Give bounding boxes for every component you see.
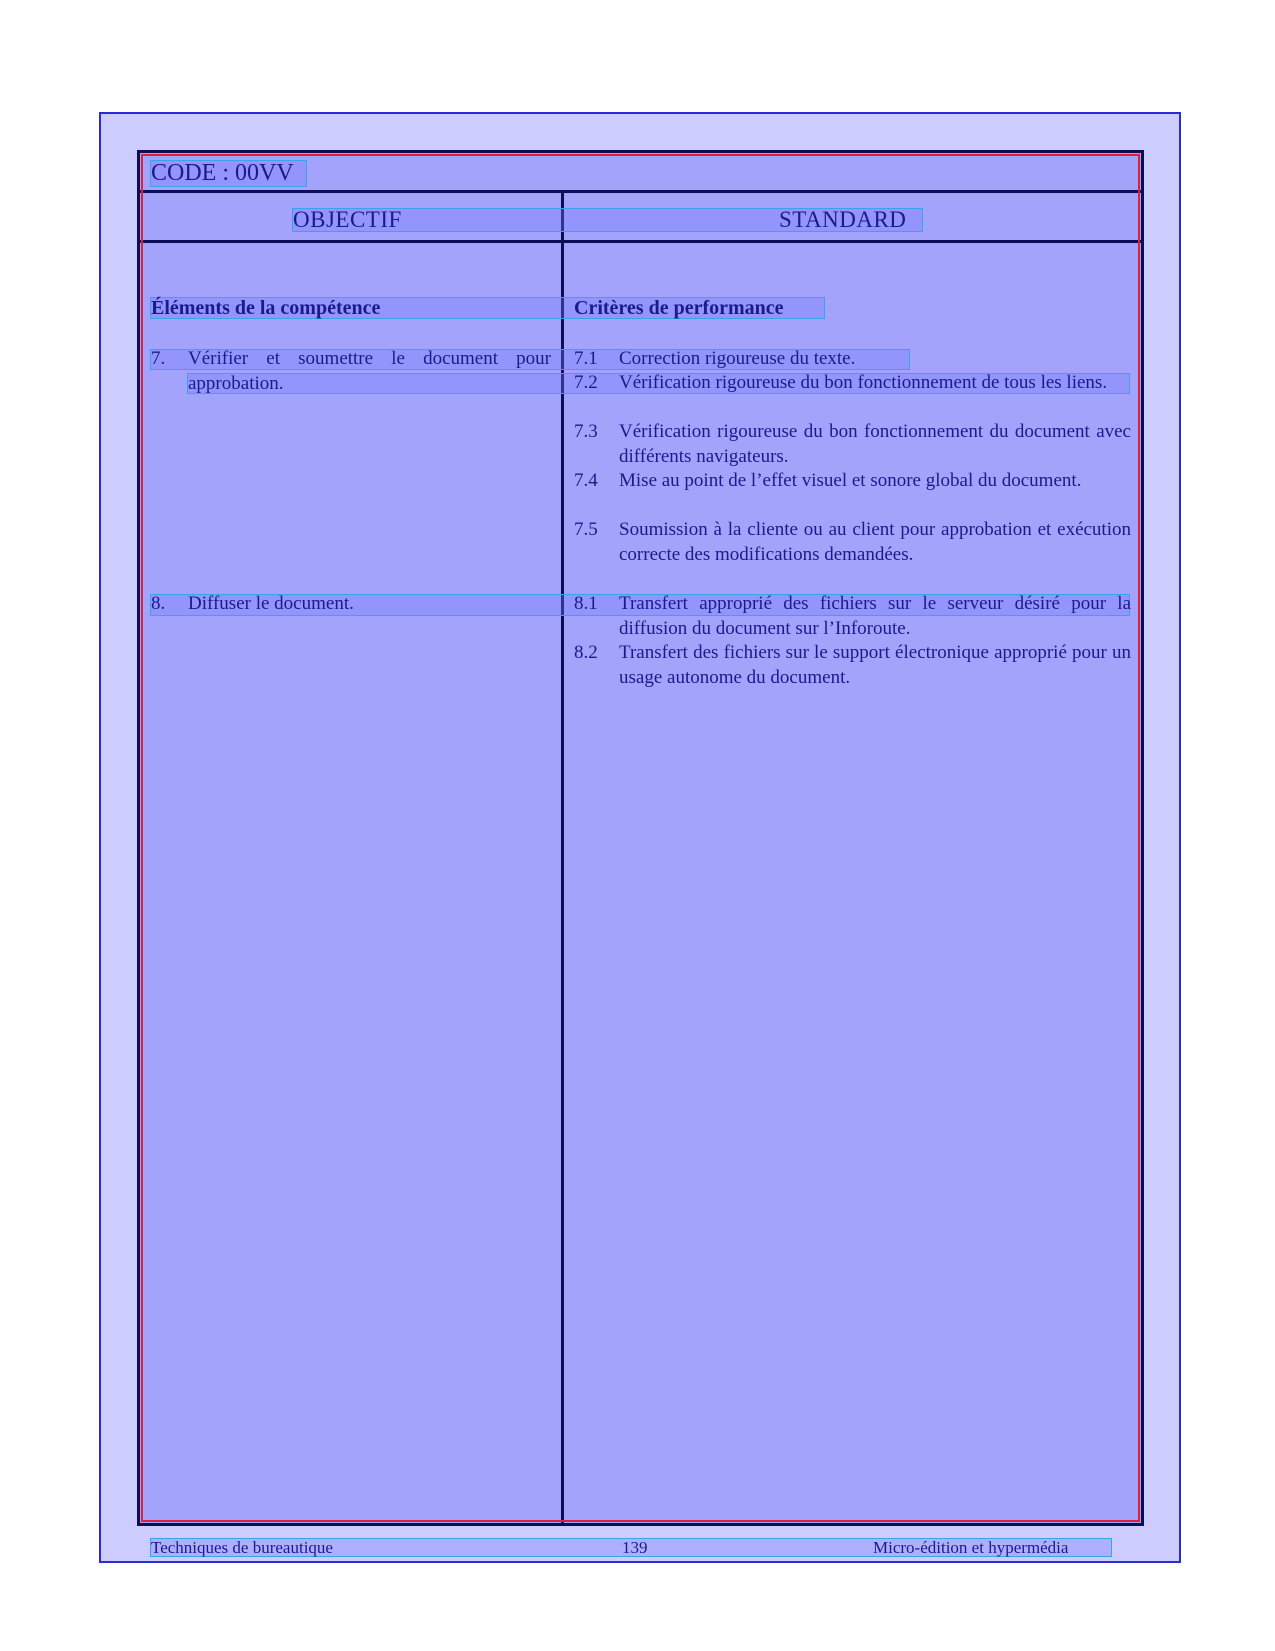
criterion-text: Mise au point de l’effet visuel et sonore global du document. <box>619 470 1082 491</box>
footer-right: Micro-édition et hypermédia <box>873 1538 1069 1557</box>
code-divider <box>137 190 1144 193</box>
criterion-text: Soumission à la cliente ou au client pour approbation et exécution correcte des modifications demandées. <box>619 519 1131 565</box>
criterion-text: Vérification rigoureuse du bon fonctionnement du document avec différents navigateurs. <box>619 421 1131 467</box>
criterion-number: 7.2 <box>574 372 598 393</box>
element-text: Diffuser le document. <box>188 593 354 614</box>
criteria-heading: Critères de performance <box>574 297 784 319</box>
criterion-text: Transfert des fichiers sur le support électronique approprié pour un usage autonome du document. <box>619 642 1131 688</box>
header-divider <box>137 240 1144 243</box>
criterion-text: Transfert approprié des fichiers sur le serveur désiré pour la diffusion du document sur l’Inforoute. <box>619 593 1131 639</box>
criterion-number: 7.5 <box>574 519 598 540</box>
criterion-number: 7.4 <box>574 470 598 491</box>
criterion-number: 7.3 <box>574 421 598 442</box>
criterion-text: Vérification rigoureuse du bon fonctionnement de tous les liens. <box>619 372 1108 393</box>
header-standard: STANDARD <box>779 207 907 232</box>
footer-left: Techniques de bureautique <box>151 1538 333 1557</box>
elements-heading: Éléments de la compétence <box>151 297 381 319</box>
element-text: Vérifier et soumettre le document pour approbation. <box>188 348 551 394</box>
criterion-number: 7.1 <box>574 348 598 369</box>
code-label: CODE : 00VV <box>151 160 294 186</box>
criterion-text: Correction rigoureuse du texte. <box>619 348 856 369</box>
criterion-number: 8.2 <box>574 642 598 663</box>
page-number: 139 <box>622 1538 648 1557</box>
criterion-number: 8.1 <box>574 593 598 614</box>
header-objectif: OBJECTIF <box>293 207 402 232</box>
element-number: 8. <box>151 593 166 614</box>
element-number: 7. <box>151 348 166 369</box>
